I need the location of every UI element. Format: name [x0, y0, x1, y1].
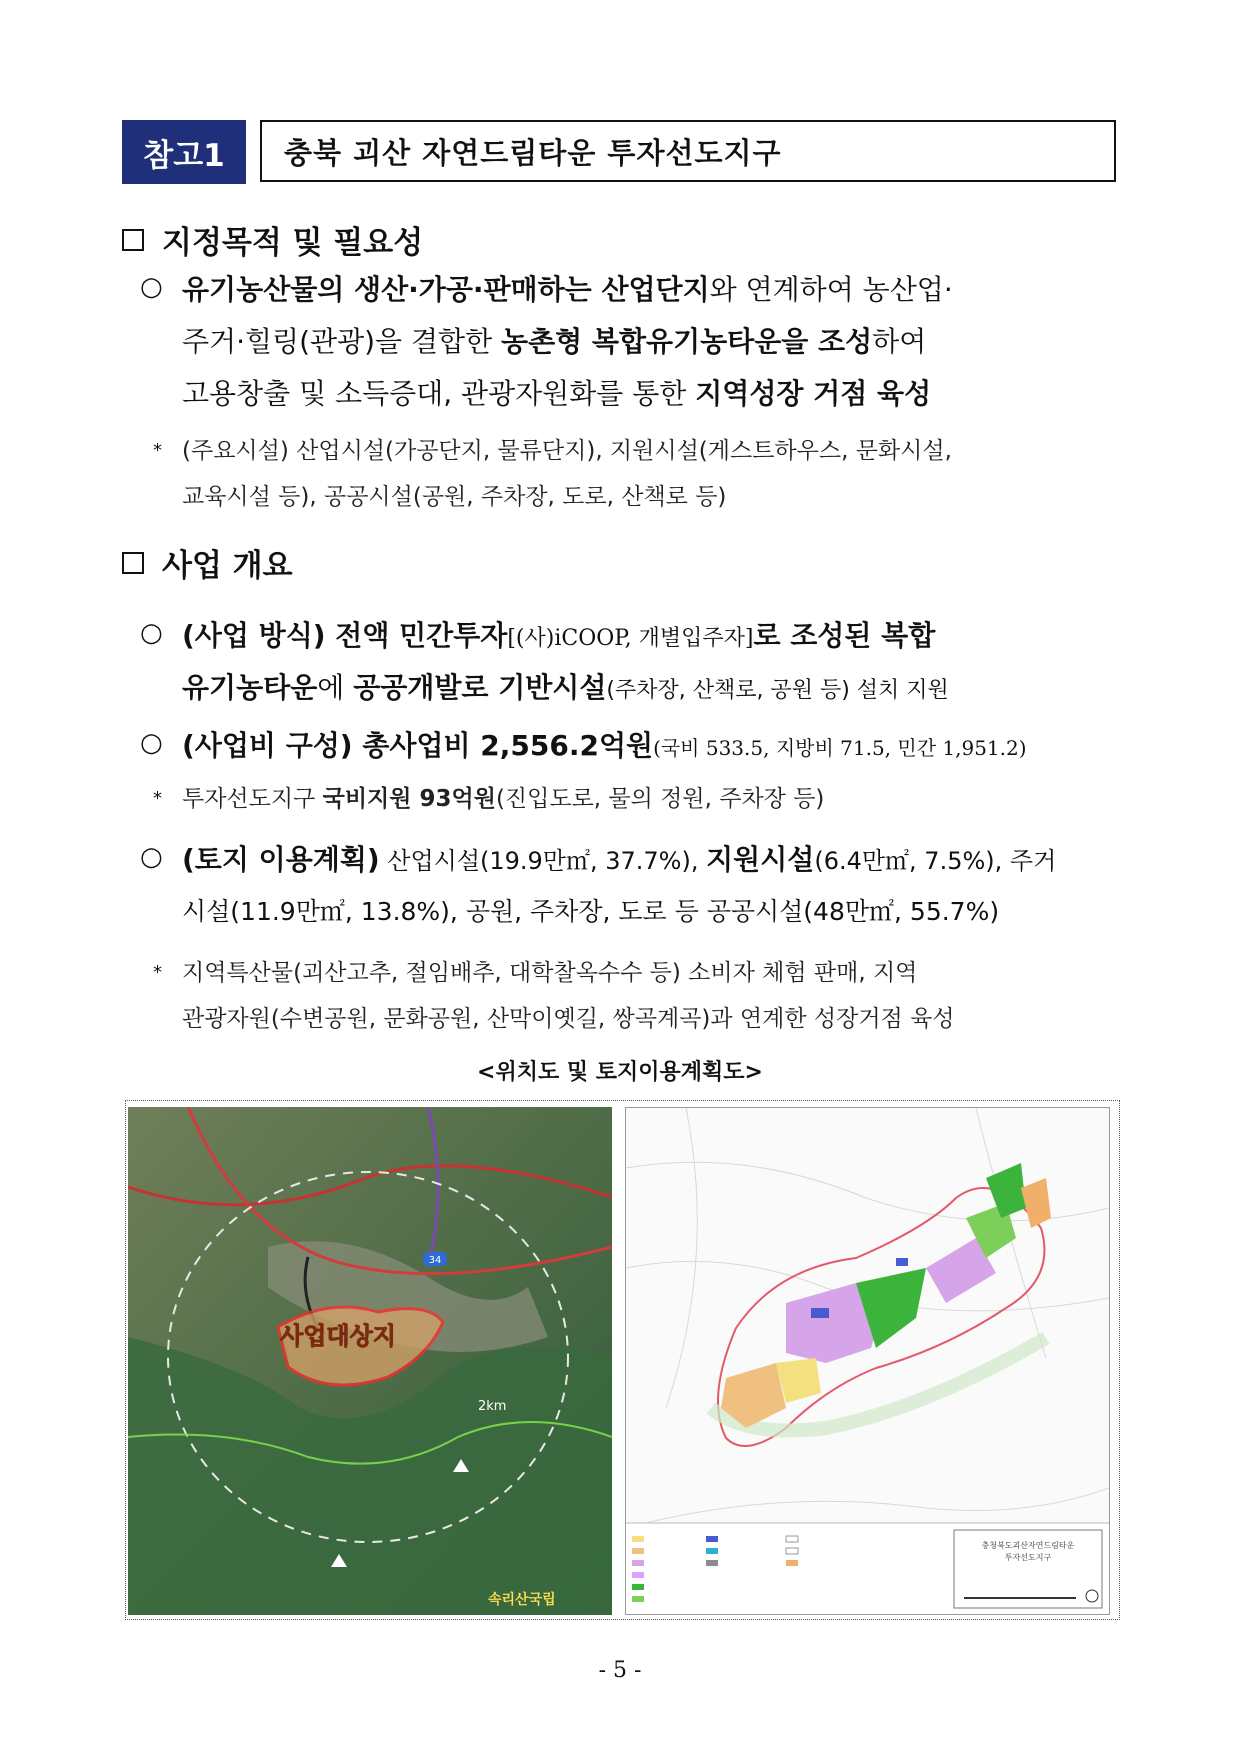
- figure-caption: <위치도 및 토지이용계획도>: [477, 1060, 763, 1085]
- land-use-line-2: 시설(11.9만㎡, 13.8%), 공원, 주차장, 도로 등 공공시설(48만㎡, 55.7%): [182, 897, 1000, 926]
- purpose-line-2: [182, 320, 1116, 360]
- bold-text: (토지 이용계획): [182, 843, 380, 876]
- circle-bullet-icon: ○: [140, 728, 163, 758]
- text: 산업시설(19.9만㎡, 37.7%),: [379, 847, 707, 875]
- checkbox-square-icon: [122, 552, 144, 574]
- circle-bullet-icon: ○: [140, 272, 163, 302]
- project-site-label: 사업대상지: [280, 1322, 396, 1350]
- text: 고용창출 및 소득증대, 관광자원화를 통한: [182, 377, 696, 410]
- text: 주거·힐링(관광)을 결합한: [182, 325, 502, 358]
- purpose-line-1: [182, 268, 1116, 308]
- text: (국비 533.5, 지방비 71.5, 민간 1,951.2): [653, 736, 1027, 760]
- text: (진입도로, 물의 정원, 주차장 등): [495, 786, 825, 812]
- bold-text: 농촌형 복합유기농타운을 조성: [501, 325, 873, 358]
- reference-tag: 참고1: [122, 120, 246, 184]
- bold-text: (사업비 구성) 총사업비 2,556.2억원: [182, 729, 654, 762]
- map-title-line-2: 투자선도지구: [1004, 1553, 1052, 1562]
- method-line-2: [182, 666, 1116, 706]
- asterisk-icon: *: [153, 962, 162, 983]
- section-heading-text: 사업 개요: [162, 548, 293, 584]
- radius-label: 2km: [478, 1399, 507, 1414]
- map-title-line-1: 충청북도괴산자연드림타운: [981, 1541, 1075, 1550]
- note3-line-2: 관광자원(수변공원, 문화공원, 산막이옛길, 쌍곡계곡)과 연계한 성장거점 육성: [182, 1006, 955, 1032]
- page-title-text: 충북 괴산 자연드림타운 투자선도지구: [284, 135, 782, 170]
- section-heading-text: 지정목적 및 필요성: [162, 225, 424, 261]
- satellite-map-image: [128, 1107, 612, 1615]
- text: 와 연계하여 농산업·: [709, 273, 953, 306]
- bold-text: 유기농타운: [182, 671, 318, 704]
- land-use-plan-image: [626, 1108, 1109, 1614]
- bold-text: 공공개발로 기반시설: [353, 671, 607, 704]
- national-park-label: 속리산국립: [488, 1592, 556, 1608]
- circle-bullet-icon: ○: [140, 618, 163, 648]
- text: 투자선도지구: [182, 786, 323, 812]
- text: (6.4만㎡, 7.5%), 주거: [814, 847, 1057, 875]
- text: (주차장, 산책로, 공원 등) 설치 지원: [606, 678, 949, 703]
- note3-line-1: 지역특산물(괴산고추, 절임배추, 대학찰옥수수 등) 소비자 체험 판매, 지역: [182, 960, 918, 986]
- method-line-1: [182, 614, 1116, 654]
- purpose-line-3: [182, 372, 1116, 412]
- checkbox-square-icon: [122, 229, 144, 251]
- subsidy-note: [182, 780, 824, 813]
- note-line-2: 교육시설 등), 공공시설(공원, 주차장, 도로, 산책로 등): [182, 484, 727, 510]
- text: 하여: [872, 325, 927, 358]
- land-use-plan-map: [625, 1107, 1110, 1615]
- bold-text: 국비지원 93억원: [322, 786, 496, 812]
- bold-text: 유기농산물의 생산·가공·판매하는 산업단지: [182, 273, 710, 306]
- asterisk-icon: *: [153, 788, 162, 809]
- bold-text: 지역성장 거점 육성: [695, 377, 932, 410]
- bold-text: 로 조성된 복합: [753, 619, 936, 652]
- note-line-1: (주요시설) 산업시설(가공단지, 물류단지), 지원시설(게스트하우스, 문화시설,: [182, 438, 952, 464]
- bold-text: (사업 방식) 전액 민간투자: [182, 619, 508, 652]
- page-number: - 5 -: [598, 1658, 642, 1683]
- text: 에: [317, 671, 354, 704]
- circle-bullet-icon: ○: [140, 842, 163, 872]
- asterisk-icon: *: [153, 440, 162, 461]
- cost-line: [182, 724, 1116, 764]
- road-number: 34: [428, 1255, 442, 1266]
- page-title: [260, 120, 1116, 182]
- text: [(사)iCOOP, 개별입주자]: [507, 626, 754, 651]
- land-use-line-1: [182, 838, 1116, 878]
- location-map: [128, 1107, 612, 1615]
- section-heading-purpose: [122, 217, 423, 262]
- section-heading-overview: [122, 540, 293, 585]
- bold-text: 지원시설: [706, 843, 815, 876]
